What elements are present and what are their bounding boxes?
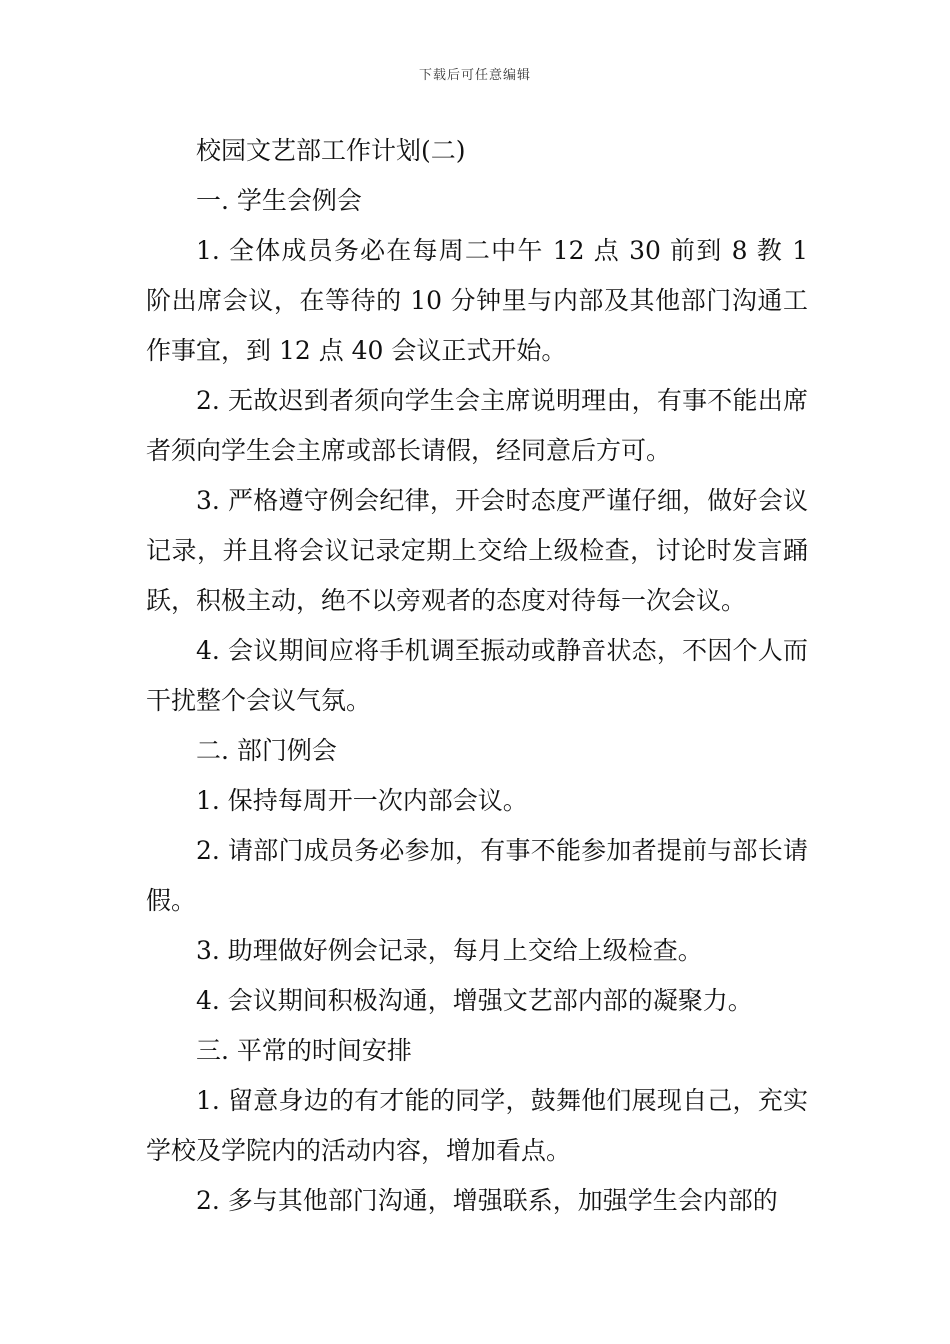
section-heading-1: 一. 学生会例会	[196, 186, 362, 215]
header-note: 下载后可任意编辑	[418, 68, 531, 83]
section-heading-3: 三. 平常的时间安排	[196, 1036, 412, 1065]
paragraph: 4. 会议期间应将手机调至振动或静音状态，不因个人而干扰整个会议气氛。	[146, 636, 808, 715]
paragraph: 3. 助理做好例会记录，每月上交给上级检查。	[196, 936, 703, 965]
paragraph: 3. 严格遵守例会纪律，开会时态度严谨仔细，做好会议记录，并且将会议记录定期上交给上级检查，讨论时发言踊跃，积极主动，绝不以旁观者的态度对待每一次会议。	[146, 486, 808, 615]
paragraph: 2. 请部门成员务必参加，有事不能参加者提前与部长请假。	[146, 836, 808, 915]
paragraph: 2. 无故迟到者须向学生会主席说明理由，有事不能出席者须向学生会主席或部长请假，经同意后方可。	[146, 386, 808, 465]
document-title: 校园文艺部工作计划(二)	[196, 136, 466, 165]
paragraph: 1. 保持每周开一次内部会议。	[196, 786, 528, 815]
section-heading-2: 二. 部门例会	[196, 736, 337, 765]
paragraph: 1. 全体成员务必在每周二中午 12 点 30 前到 8 教 1 阶出席会议，在等待的 10 分钟里与内部及其他部门沟通工作事宜，到 12 点 40 会议正式开始。	[146, 236, 808, 365]
document-body	[146, 126, 808, 1226]
paragraph: 4. 会议期间积极沟通，增强文艺部内部的凝聚力。	[196, 986, 753, 1015]
paragraph: 1. 留意身边的有才能的同学，鼓舞他们展现自己，充实学校及学院内的活动内容，增加看点。	[146, 1086, 808, 1165]
paragraph: 2. 多与其他部门沟通，增强联系，加强学生会内部的	[196, 1186, 778, 1215]
